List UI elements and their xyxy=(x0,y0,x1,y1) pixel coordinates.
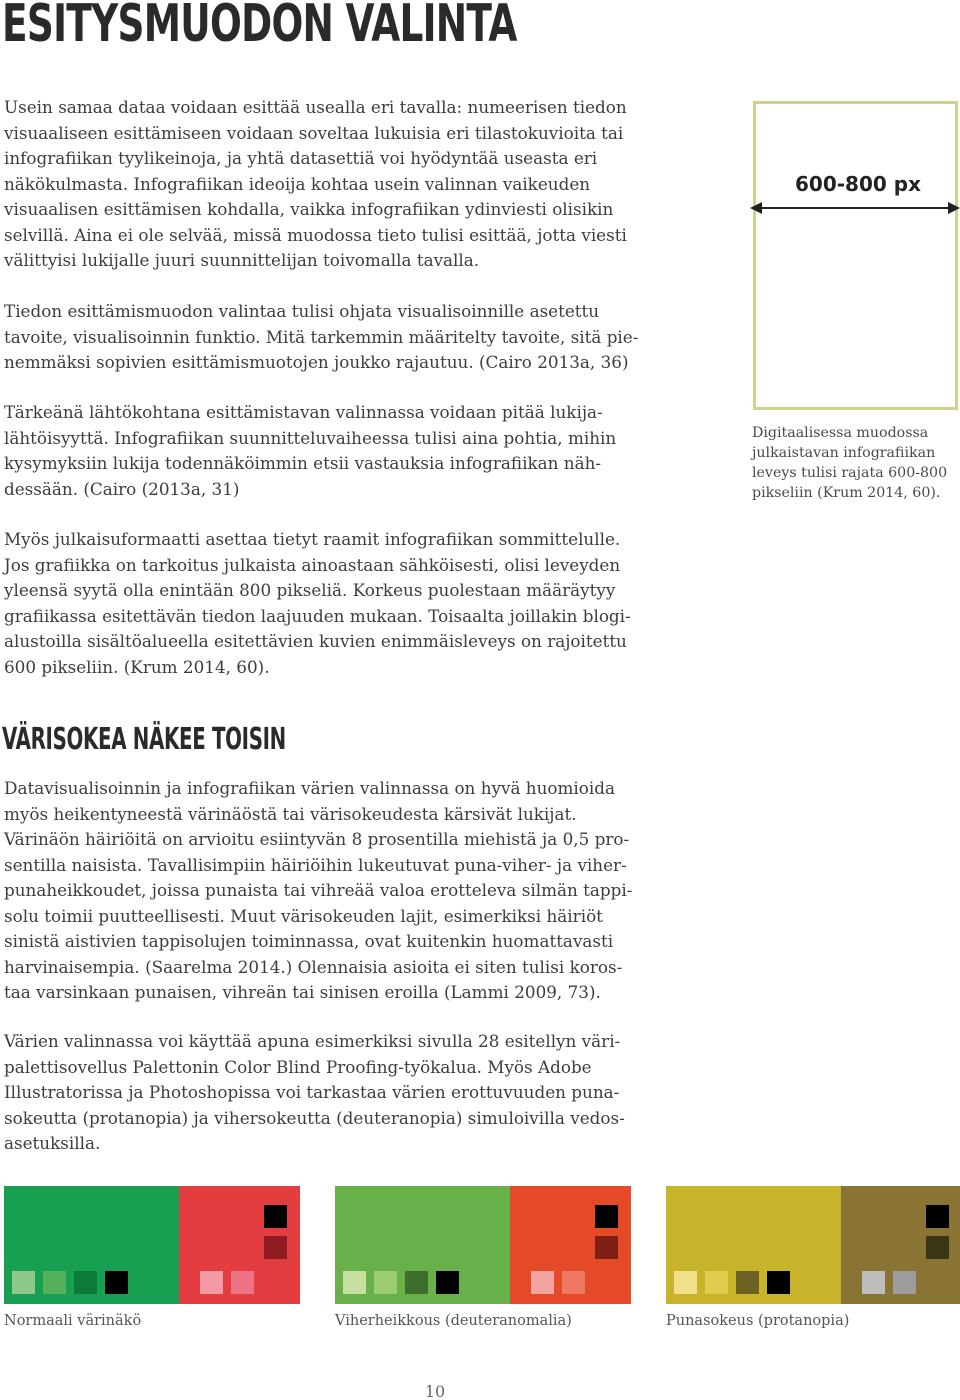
text-line: dessään. (Cairo (2013a, 31) xyxy=(4,478,240,499)
text-line: alustoilla sisältöalueella esitettävien kuvien enimmäisleveys on rajoitettu xyxy=(4,631,627,651)
body-paragraph xyxy=(4,95,679,274)
text-line: Jos grafiikka on tarkoitus julkaista ainoastaan sähköisesti, olisi leveyden xyxy=(4,554,621,575)
text-line: asetuksilla. xyxy=(4,1133,101,1153)
text-line: palettisovellus Palettonin Color Blind Proofing-työkalua. Myös Adobe xyxy=(4,1056,592,1077)
text-line: välittyisi lukijalle juuri suunnittelijan toivomalla tavalla. xyxy=(4,250,480,270)
color-square xyxy=(893,1271,916,1294)
swatch-panel xyxy=(4,1186,300,1304)
text-line: Tärkeänä lähtökohtana esittämistavan valinnassa voidaan pitää lukija- xyxy=(4,402,603,422)
text-line: taa varsinkaan punaisen, vihreän tai sinisen eroilla (Lammi 2009, 73). xyxy=(4,982,601,1002)
text-line: yleensä syytä olla enintään 800 pikseliä. Korkeus puolestaan määräytyy xyxy=(4,580,616,600)
text-line: sentilla naisista. Tavallisimpiin häiriöihin lukeutuvat puna-viher- ja viher- xyxy=(4,854,627,875)
page-number: 10 xyxy=(424,1382,446,1400)
text-line: selvillä. Aina ei ole selvää, missä muodossa tieto tulisi esittää, jotta viesti xyxy=(4,224,627,245)
page-title: ESITYSMUODON VALINTA xyxy=(2,0,517,54)
color-square xyxy=(926,1236,949,1259)
body-paragraph xyxy=(4,400,679,502)
text-line: näkökulmasta. Infografiikan ideoija kohtaa usein valinnan vaikeuden xyxy=(4,173,591,194)
text-line: visuaaliseen esittämiseen voidaan soveltaa lukuisia eri tilastokuvioita tai xyxy=(4,122,624,143)
text-line: punaheikkoudet, joissa punaista tai vihreää valoa erotteleva silmän tappi- xyxy=(4,880,633,900)
color-square xyxy=(343,1271,366,1294)
text-line: Myös julkaisuformaatti asettaa tietyt raamit infografiikan sommittelulle. xyxy=(4,529,621,549)
color-square xyxy=(705,1271,728,1294)
text-line: grafiikassa esitettävän tiedon laajuuden mukaan. Toisaalta joillakin blogi- xyxy=(4,605,631,626)
text-line: Värien valinnassa voi käyttää apuna esimerkiksi sivulla 28 esitellyn väri- xyxy=(4,1031,621,1051)
figure-caption xyxy=(752,423,960,503)
body-paragraph xyxy=(4,776,679,1006)
text-line: myös heikentyneestä värinäöstä tai värisokeudesta kärsivät lukijat. xyxy=(4,803,577,824)
text-line: solu toimii puutteellisesti. Muut värisokeuden lajit, esimerkiksi häiriöt xyxy=(4,905,603,926)
swatch-label: Punasokeus (protanopia) xyxy=(666,1313,850,1329)
color-square xyxy=(74,1271,97,1294)
text-line: sokeutta (protanopia) ja vihersokeutta (deuteranopia) simuloivilla vedos- xyxy=(4,1107,625,1128)
color-square xyxy=(736,1271,759,1294)
text-line: leveys tulisi rajata 600-800 xyxy=(752,465,948,481)
text-line: visuaalisen esittämisen kohdalla, vaikka infografiikan ydinviesti olisikin xyxy=(4,199,614,219)
body-paragraph xyxy=(4,299,679,376)
text-line: Datavisualisoinnin ja infografiikan värien valinnassa on hyvä huomioida xyxy=(4,778,616,798)
color-square xyxy=(926,1205,949,1228)
text-line: Illustratorissa ja Photoshopissa voi tarkastaa värien erottuvuuden puna- xyxy=(4,1082,620,1102)
infographic-frame xyxy=(753,101,958,410)
body-paragraph xyxy=(4,527,679,680)
swatch-panel xyxy=(666,1186,960,1304)
color-square xyxy=(595,1205,618,1228)
color-square xyxy=(531,1271,554,1294)
color-square xyxy=(405,1271,428,1294)
text-line: 600 pikseliin. (Krum 2014, 60). xyxy=(4,656,270,677)
body-paragraph xyxy=(4,1029,679,1157)
color-square xyxy=(374,1271,397,1294)
text-line: kysymyksiin lukija todennäköimmin etsii vastauksia infografiikan näh- xyxy=(4,453,602,473)
color-square xyxy=(674,1271,697,1294)
swatch-panel xyxy=(335,1186,631,1304)
text-line: sinistä aistivien tappisolujen toiminnassa, ovat kuitenkin huomattavasti xyxy=(4,931,614,951)
text-line: julkaistavan infografiikan xyxy=(752,445,936,461)
swatch-label: Normaali värinäkö xyxy=(4,1313,142,1329)
color-square xyxy=(562,1271,585,1294)
color-square xyxy=(231,1271,254,1294)
color-square xyxy=(767,1271,790,1294)
text-line: Digitaalisessa muodossa xyxy=(752,425,929,441)
color-square xyxy=(200,1271,223,1294)
color-square xyxy=(595,1236,618,1259)
text-line: Usein samaa dataa voidaan esittää usealla eri tavalla: numeerisen tiedon xyxy=(4,97,627,117)
text-line: Tiedon esittämismuodon valintaa tulisi ohjata visualisoinnille asetettu xyxy=(4,301,600,321)
swatch-label: Viherheikkous (deuteranomalia) xyxy=(335,1313,572,1329)
color-square xyxy=(43,1271,66,1294)
text-line: Värinäön häiriöitä on arvioitu esiintyvän 8 prosentilla miehistä ja 0,5 pro- xyxy=(4,829,630,849)
width-arrow xyxy=(750,198,960,218)
text-line: lähtöisyyttä. Infografiikan suunnitteluvaiheessa tulisi aina pohtia, mihin xyxy=(4,427,617,448)
color-square xyxy=(105,1271,128,1294)
color-square xyxy=(862,1271,885,1294)
text-line: tavoite, visualisoinnin funktio. Mitä tarkemmin määritelty tavoite, sitä pie- xyxy=(4,326,639,347)
color-square xyxy=(436,1271,459,1294)
text-line: harvinaisempia. (Saarelma 2014.) Olennaisia asioita ei siten tulisi koros- xyxy=(4,956,623,977)
color-square xyxy=(264,1205,287,1228)
text-line: infografiikan tyylikeinoja, ja yhtä datasettiä voi hyödyntää useasta eri xyxy=(4,148,598,168)
width-label: 600-800 px xyxy=(795,172,921,196)
text-line: nemmäksi sopivien esittämismuotojen joukko rajautuu. (Cairo 2013a, 36) xyxy=(4,352,629,372)
text-line: pikseliin (Krum 2014, 60). xyxy=(752,485,941,501)
color-square xyxy=(12,1271,35,1294)
color-square xyxy=(264,1236,287,1259)
section-heading: VÄRISOKEA NÄKEE TOISIN xyxy=(2,722,286,757)
